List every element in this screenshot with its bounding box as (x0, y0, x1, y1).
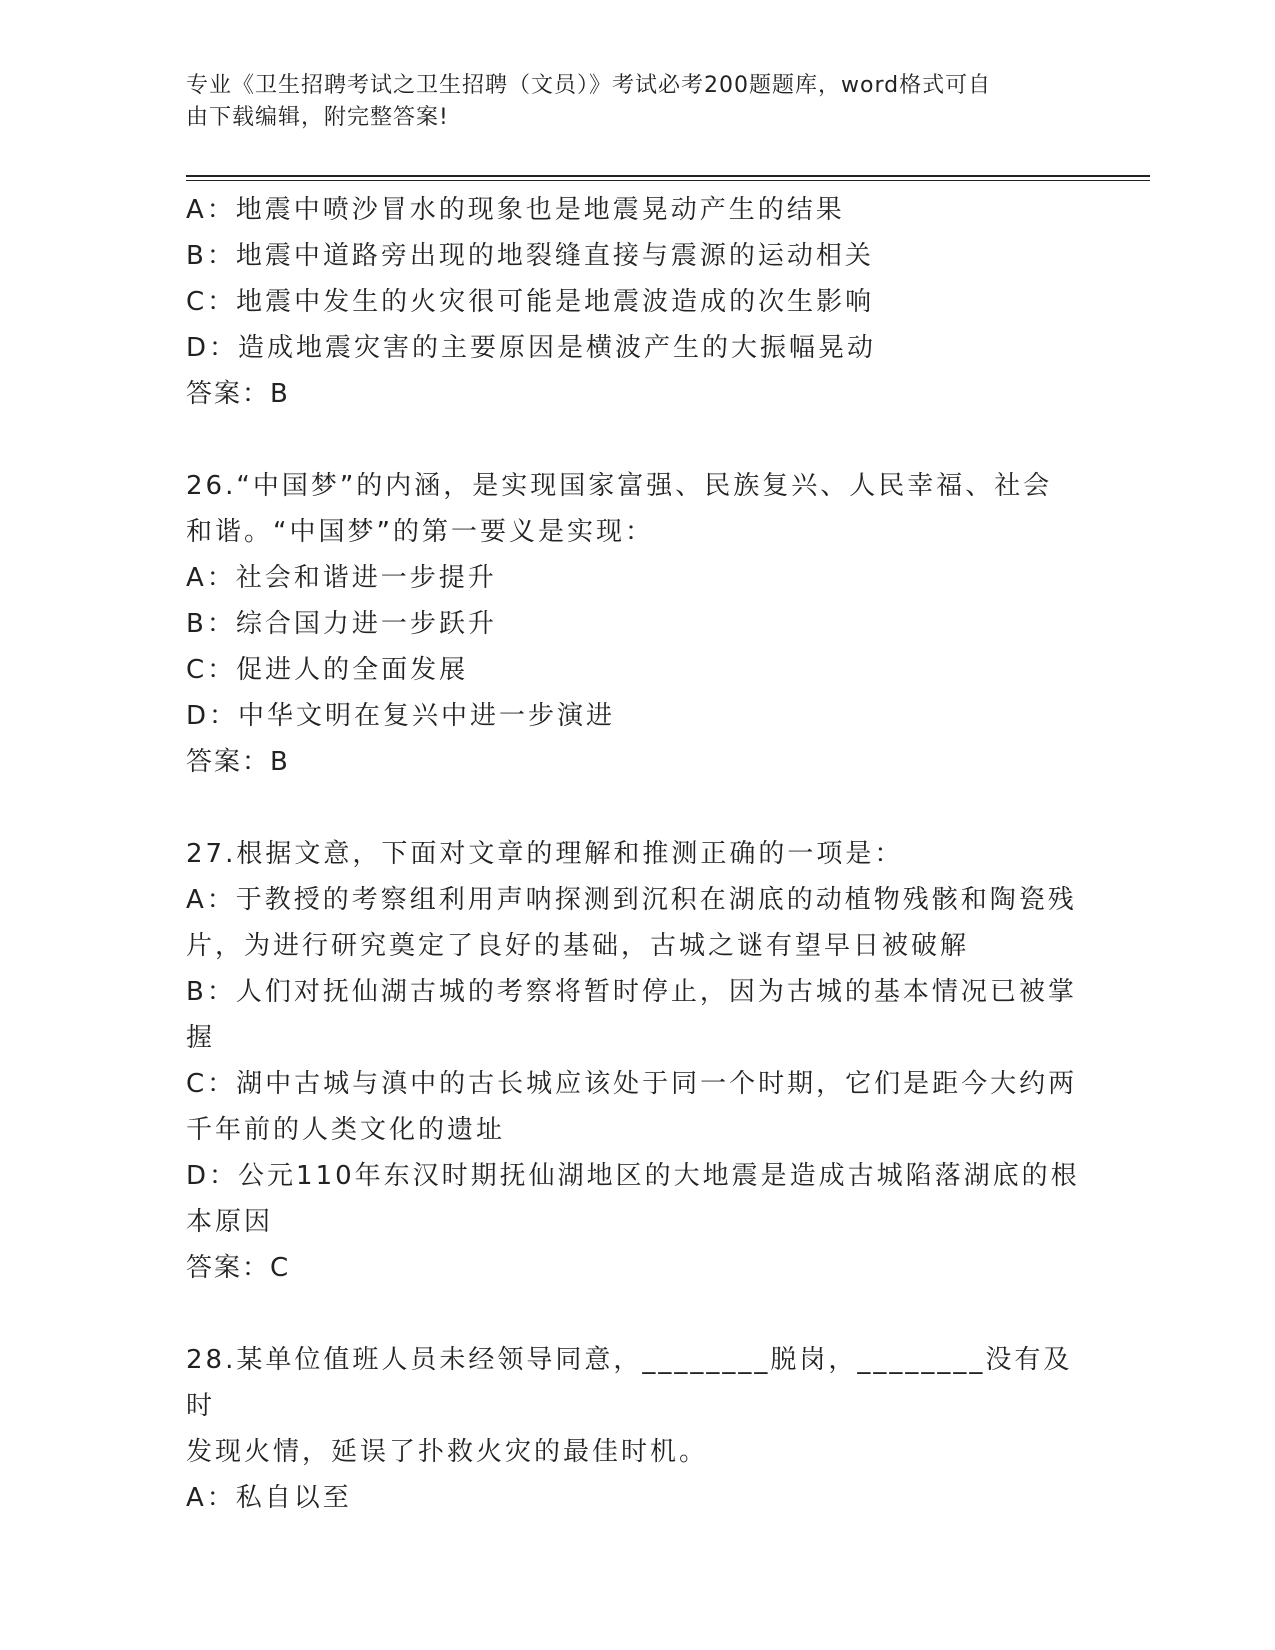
option-d: D：公元110年东汉时期抚仙湖地区的大地震是造成古城陷落湖底的根 (186, 1161, 1080, 1191)
answer-label: 答案：B (186, 379, 290, 409)
option-b-continued: 握 (186, 1023, 216, 1053)
header-line-2: 由下载编辑，附完整答案! (186, 105, 449, 130)
option-b: B：综合国力进一步跃升 (186, 609, 497, 639)
option-d: D：造成地震灾害的主要原因是横波产生的大振幅晃动 (186, 333, 877, 363)
question-spacer (186, 417, 1086, 463)
option-b: B：地震中道路旁出现的地裂缝直接与震源的运动相关 (186, 241, 874, 271)
option-d: D：中华文明在复兴中进一步演进 (186, 701, 616, 731)
option-a-continued: 片，为进行研究奠定了良好的基础，古城之谜有望早日被破解 (186, 931, 970, 961)
option-a: A：于教授的考察组利用声呐探测到沉积在湖底的动植物残骸和陶瓷残 (186, 885, 1077, 915)
question-stem-continued: 和谐。“中国梦”的第一要义是实现： (186, 517, 654, 547)
question-spacer (186, 1291, 1086, 1337)
option-b: B：人们对抚仙湖古城的考察将暂时停止，因为古城的基本情况已被掌 (186, 977, 1077, 1007)
question-stem-continued: 发现火情，延误了扑救火灾的最佳时机。 (186, 1437, 709, 1467)
option-c: C：湖中古城与滇中的古长城应该处于同一个时期，它们是距今大约两 (186, 1069, 1078, 1099)
option-c: C：促进人的全面发展 (186, 655, 469, 685)
option-c-continued: 千年前的人类文化的遗址 (186, 1115, 506, 1145)
answer-label: 答案：B (186, 747, 290, 777)
header-divider-thick (186, 175, 1150, 177)
question-27 (186, 831, 1086, 1291)
option-d-continued: 本原因 (186, 1207, 274, 1237)
question-stem: 26.“中国梦”的内涵，是实现国家富强、民族复兴、人民幸福、社会 (186, 471, 1053, 501)
question-stem: 28.某单位值班人员未经领导同意，________脱岗，________没有及时 (186, 1345, 1073, 1421)
option-a: A：私自以至 (186, 1483, 352, 1513)
answer-label: 答案：C (186, 1253, 291, 1283)
question-25 (186, 187, 1086, 417)
header-divider-thin (186, 180, 1150, 181)
question-26 (186, 463, 1086, 785)
option-a: A：社会和谐进一步提升 (186, 563, 497, 593)
question-28 (186, 1337, 1086, 1521)
document-header (186, 70, 1066, 134)
header-line-1: 专业《卫生招聘考试之卫生招聘（文员）》考试必考200题题库，word格式可自 (186, 73, 992, 98)
question-spacer (186, 785, 1086, 831)
question-stem: 27.根据文意，下面对文章的理解和推测正确的一项是： (186, 839, 904, 869)
question-list (186, 187, 1086, 1521)
option-a: A：地震中喷沙冒水的现象也是地震晃动产生的结果 (186, 195, 845, 225)
option-c: C：地震中发生的火灾很可能是地震波造成的次生影响 (186, 287, 875, 317)
